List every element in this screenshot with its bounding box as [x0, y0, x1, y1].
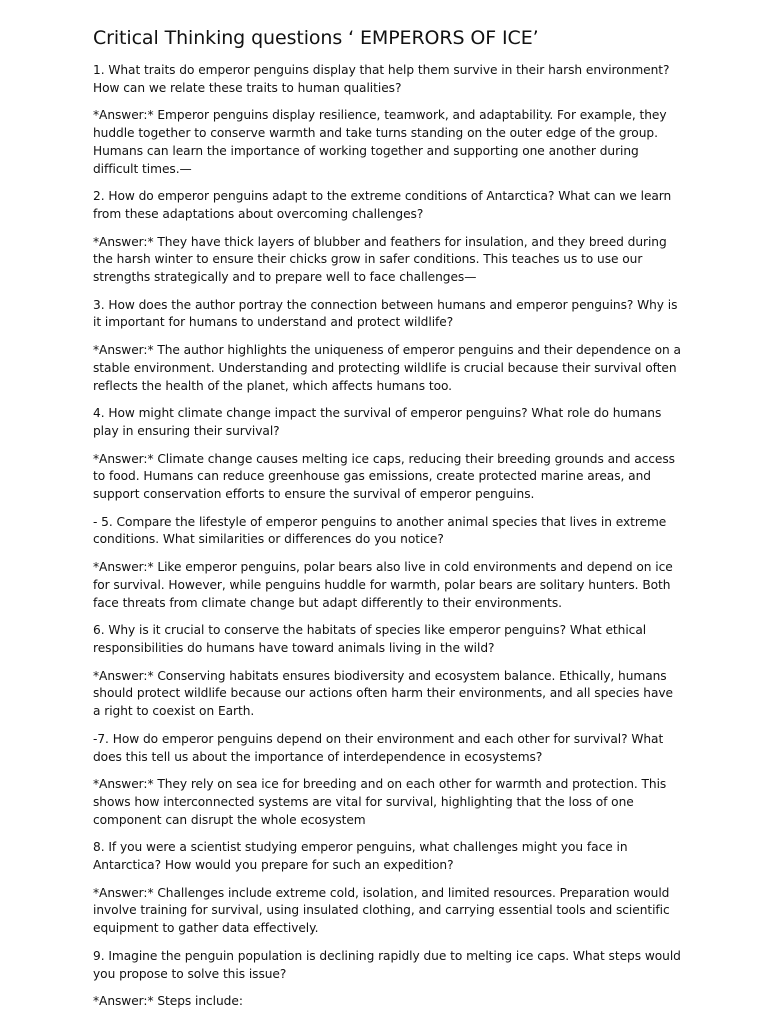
answer-6: *Answer:* Conserving habitats ensures biodiversity and ecosystem balance. Ethically, humans should protect wildlife because our actions often harm their environments, and all species have a right to coexist on Earth.: [93, 668, 673, 719]
answer-3: *Answer:* The author highlights the uniqueness of emperor penguins and their dependence on a stable environment. Understanding and protecting wildlife is crucial because their survival often reflects the health of the planet, which affects humans too.: [93, 343, 681, 393]
answer-2: *Answer:* They have thick layers of blubber and feathers for insulation, and they breed during the harsh winter to ensure their chicks grow in safer conditions. This teaches us to use our strengths strategically and to prepare well to face challenges—: [93, 234, 667, 285]
question-1: 1. What traits do emperor penguins display that help them survive in their harsh environment? How can we relate these traits to human qualities?: [93, 63, 670, 95]
question-6: 6. Why is it crucial to conserve the habitats of species like emperor penguins? What ethical responsibilities do humans have toward animals living in the wild?: [93, 623, 647, 655]
question-7: -7. How do emperor penguins depend on their environment and each other for survival? What does this tell us about the importance of interdependence in ecosystems?: [93, 731, 664, 764]
question-8: 8. If you were a scientist studying emperor penguins, what challenges might you face in Antarctica? How would you prepare for such an expedition?: [93, 840, 628, 873]
question-5: - 5. Compare the lifestyle of emperor penguins to another animal species that lives in extreme conditions. What similarities or differences do you notice?: [93, 514, 667, 547]
answer-4: *Answer:* Climate change causes melting ice caps, reducing their breeding grounds and access to food. Humans can reduce greenhouse gas emissions, create protected marine areas, and support conservation efforts to ensure the survival of emperor penguins.: [93, 451, 675, 502]
question-9: 9. Imagine the penguin population is declining rapidly due to melting ice caps. What steps would you propose to solve this issue?: [93, 948, 681, 981]
answer-5: *Answer:* Like emperor penguins, polar bears also live in cold environments and depend on ice for survival. However, while penguins huddle for warmth, polar bears are solitary hunters. Both face threats from climate change but adapt differently to their environments.: [93, 560, 673, 610]
answer-9: *Answer:* Steps include:: [93, 994, 243, 1009]
question-3: 3. How does the author portray the connection between humans and emperor penguins? Why is it important for humans to understand and protect wildlife?: [93, 297, 678, 330]
document-page: [93, 26, 683, 1021]
question-4: 4. How might climate change impact the survival of emperor penguins? What role do humans play in ensuring their survival?: [93, 406, 662, 438]
answer-1: *Answer:* Emperor penguins display resilience, teamwork, and adaptability. For example, they huddle together to conserve warmth and take turns standing on the outer edge of the group. Humans can learn the importance of working together and supporting one another during difficult times.—: [93, 108, 667, 176]
question-2: 2. How do emperor penguins adapt to the extreme conditions of Antarctica? What can we learn from these adaptations about overcoming challenges?: [93, 189, 672, 221]
document-title: Critical Thinking questions ‘ EMPERORS OF ICE’: [93, 27, 539, 49]
answer-8: *Answer:* Challenges include extreme cold, isolation, and limited resources. Preparation would involve training for survival, using insulated clothing, and carrying essential tools and scientific equipment to gather data effectively.: [93, 885, 670, 936]
answer-7: *Answer:* They rely on sea ice for breeding and on each other for warmth and protection. This shows how interconnected systems are vital for survival, highlighting that the loss of one component can disrupt the whole ecosystem: [93, 777, 667, 827]
